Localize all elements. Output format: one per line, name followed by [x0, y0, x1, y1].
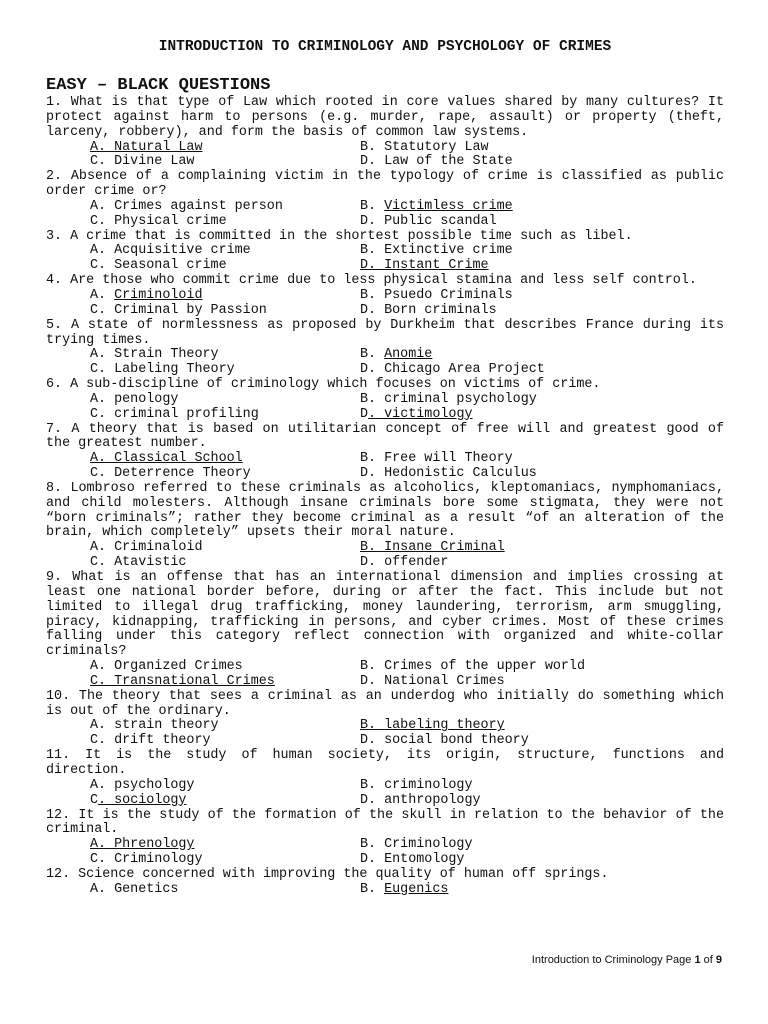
option-b-answer: B. Anomie: [360, 347, 433, 363]
option-b: B. Psuedo Criminals: [360, 287, 513, 303]
question-7: 7. A theory that is based on utilitarian concept of free will and greatest good of the greatest number.: [46, 421, 724, 452]
options-row: [46, 675, 724, 690]
question-10: 10. The theory that sees a criminal as an underdog who initially do something which is out of the ordinary.: [46, 688, 724, 719]
options-row: [46, 853, 724, 868]
option-d: D. Born criminals: [360, 302, 497, 318]
option-c-answer: C. Transnational Crimes: [90, 673, 275, 689]
options-row: [46, 408, 724, 423]
question-4: 4. Are those who commit crime due to less physical stamina and less self control.: [46, 273, 697, 289]
option-c: C. Deterrence Theory: [90, 466, 251, 482]
option-a-answer: A. Natural Law: [90, 139, 203, 155]
option-a: A. Crimes against person: [90, 198, 283, 214]
option-a: A. strain theory: [90, 718, 219, 734]
option-a: A. Organized Crimes: [90, 659, 243, 675]
option-d-answer: D. Instant Crime: [360, 258, 489, 274]
options-row: [46, 244, 724, 259]
option-a: A. Genetics: [90, 881, 179, 897]
option-a-answer: A. Classical School: [90, 451, 243, 467]
option-c: C. Labeling Theory: [90, 362, 235, 378]
options-row: [46, 838, 724, 853]
options-row: [46, 393, 724, 408]
question-2: 2. Absence of a complaining victim in the typology of crime is classified as public order crime or?: [46, 169, 724, 200]
question-9: 9. What is an offense that has an international dimension and implies crossing at least one national border before, during or after the fact. This include but not limited to illegal drug trafficking, money laundering, terrorism, arm smuggling, piracy, kidnapping, trafficking in persons, and cyber crimes. Most of these crimes falling under this category reflect connection with organized and white-collar criminals?: [46, 570, 724, 660]
options-row: [46, 883, 724, 898]
option-b-answer: B. labeling theory: [360, 718, 505, 734]
options-row: [46, 719, 724, 734]
options-row: [46, 348, 724, 363]
options-row: [46, 155, 724, 170]
option-b: B. criminal psychology: [360, 391, 537, 407]
option-b: B. criminology: [360, 777, 473, 793]
footer-of: of: [700, 954, 716, 966]
options-row: [46, 541, 724, 556]
option-d-answer: D. victimology: [360, 406, 473, 422]
option-d: D. Hedonistic Calculus: [360, 466, 537, 482]
question-12: 12. It is the study of the formation of the skull in relation to the behavior of the criminal.: [46, 807, 724, 838]
option-a: A. psychology: [90, 777, 195, 793]
options-row: [46, 556, 724, 571]
option-d: D. offender: [360, 555, 449, 571]
question-13: 12. Science concerned with improving the quality of human off springs.: [46, 866, 609, 882]
document-title: INTRODUCTION TO CRIMINOLOGY AND PSYCHOLOGY OF CRIMES: [158, 39, 612, 55]
option-d: D. Chicago Area Project: [360, 362, 545, 378]
option-c: C. Divine Law: [90, 154, 195, 170]
options-row: [46, 363, 724, 378]
option-c: C. Seasonal crime: [90, 258, 227, 274]
option-b: B. Extinctive crime: [360, 243, 513, 259]
option-c-answer: C. sociology: [90, 792, 187, 808]
options-row: [46, 452, 724, 467]
footer-page-number: 1: [694, 954, 701, 966]
options-row: [46, 259, 724, 274]
section-heading: EASY – BLACK QUESTIONS: [46, 76, 271, 95]
option-a-answer: A. Phrenology: [90, 837, 195, 853]
option-c: C. criminal profiling: [90, 406, 259, 422]
option-c: C. Atavistic: [90, 555, 187, 571]
option-d: D. Entomology: [360, 852, 465, 868]
options-row: [46, 141, 724, 156]
options-row: [46, 289, 724, 304]
option-b-answer: B. Victimless crime: [360, 198, 513, 214]
question-3: 3. A crime that is committed in the shortest possible time such as libel.: [46, 228, 633, 244]
footer-text: Introduction to Criminology Page: [531, 954, 695, 966]
option-a-answer: A. Criminoloid: [90, 287, 203, 303]
option-a: A. Strain Theory: [90, 347, 219, 363]
options-row: [46, 660, 724, 675]
option-d: D. anthropology: [360, 792, 481, 808]
option-b: B. Free will Theory: [360, 451, 513, 467]
option-b: B. Statutory Law: [360, 139, 489, 155]
option-d: D. National Crimes: [360, 673, 505, 689]
option-d: D. Law of the State: [360, 154, 513, 170]
option-b-answer: B. Eugenics: [360, 881, 449, 897]
option-d: D. Public scandal: [360, 213, 497, 229]
option-a: A. Acquisitive crime: [90, 243, 251, 259]
options-row: [46, 304, 724, 319]
question-1: 1. What is that type of Law which rooted in core values shared by many cultures? It protect against harm to persons (e.g. murder, rape, assault) or property (theft, larceny, robbery), and form the basis of common law systems.: [46, 95, 724, 140]
option-c: C. Physical crime: [90, 213, 227, 229]
option-d: D. social bond theory: [360, 733, 529, 749]
question-11: 11. It is the study of human society, its origin, structure, functions and direction.: [46, 748, 724, 778]
option-b: B. Crimes of the upper world: [360, 659, 585, 675]
options-row: [46, 467, 724, 482]
option-c: C. Criminology: [90, 852, 203, 868]
question-8: 8. Lombroso referred to these criminals as alcoholics, kleptomaniacs, nymphomaniacs, and child molesters. Although insane criminals bore some stigmata, they were not “born criminals”; rather they become criminal as a result “of an alteration of the brain, which completely” upsets their moral nature.: [46, 480, 724, 541]
option-a: A. Criminaloid: [90, 540, 203, 556]
question-6: 6. A sub-discipline of criminology which focuses on victims of crime.: [46, 377, 601, 393]
options-row: [46, 215, 724, 230]
document-page: [46, 38, 724, 898]
page-footer: [532, 954, 722, 966]
option-b: B. Criminology: [360, 837, 473, 853]
question-5: 5. A state of normlessness as proposed by Durkheim that describes France during its trying times.: [46, 317, 724, 348]
options-row: [46, 779, 724, 794]
footer-page-total: 9: [715, 954, 722, 966]
options-row: [46, 734, 724, 749]
options-row: [46, 200, 724, 215]
option-b-answer: B. Insane Criminal: [360, 540, 505, 556]
options-row: [46, 794, 724, 809]
option-c: C. drift theory: [90, 733, 211, 749]
option-a: A. penology: [90, 391, 179, 407]
option-c: C. Criminal by Passion: [90, 302, 267, 318]
